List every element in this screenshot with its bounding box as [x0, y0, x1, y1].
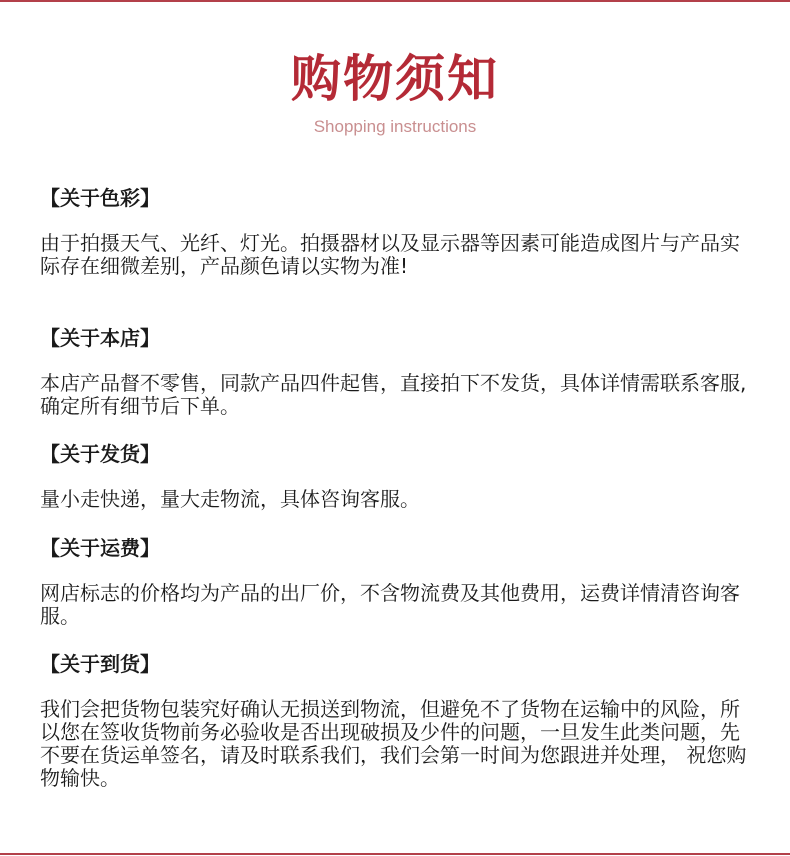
bottom-divider	[0, 853, 790, 855]
section-heading-freight: 【关于运费】	[40, 536, 160, 560]
section-heading-arrival: 【关于到货】	[40, 652, 160, 676]
top-divider	[0, 0, 790, 2]
section-body-store: 本店产品督不零售，同款产品四件起售，直接拍下不发货，具体详情需联系客服,确定所有细节后下单。	[40, 371, 747, 418]
page-subtitle: Shopping instructions	[313, 117, 477, 136]
section-body-freight: 网店标志的价格均为产品的出厂价，不含物流费及其他费用，运费详情清咨询客服。	[40, 581, 740, 628]
section-body-shipping: 量小走快递，量大走物流，具体咨询客服。	[40, 487, 420, 511]
section-body-arrival: 我们会把货物包装究好确认无损送到物流，但避免不了货物在运输中的风险，所以您在签收货物前务必验收是否出现破损及少件的问题，一旦发生此类问题，先不要在货运单签名，请及时联系我们，我们会第一时间为您跟进并处理， 祝您购物输快。	[40, 697, 747, 790]
section-heading-shipping: 【关于发货】	[40, 442, 160, 466]
page-title: 购物须知	[291, 50, 499, 108]
section-body-color: 由于拍摄天气、光纤、灯光。拍摄器材以及显示器等因素可能造成图片与产品实际存在细微差别，产品颜色请以实物为准!	[40, 231, 740, 278]
section-heading-store: 【关于本店】	[40, 326, 160, 350]
section-heading-color: 【关于色彩】	[40, 186, 160, 210]
